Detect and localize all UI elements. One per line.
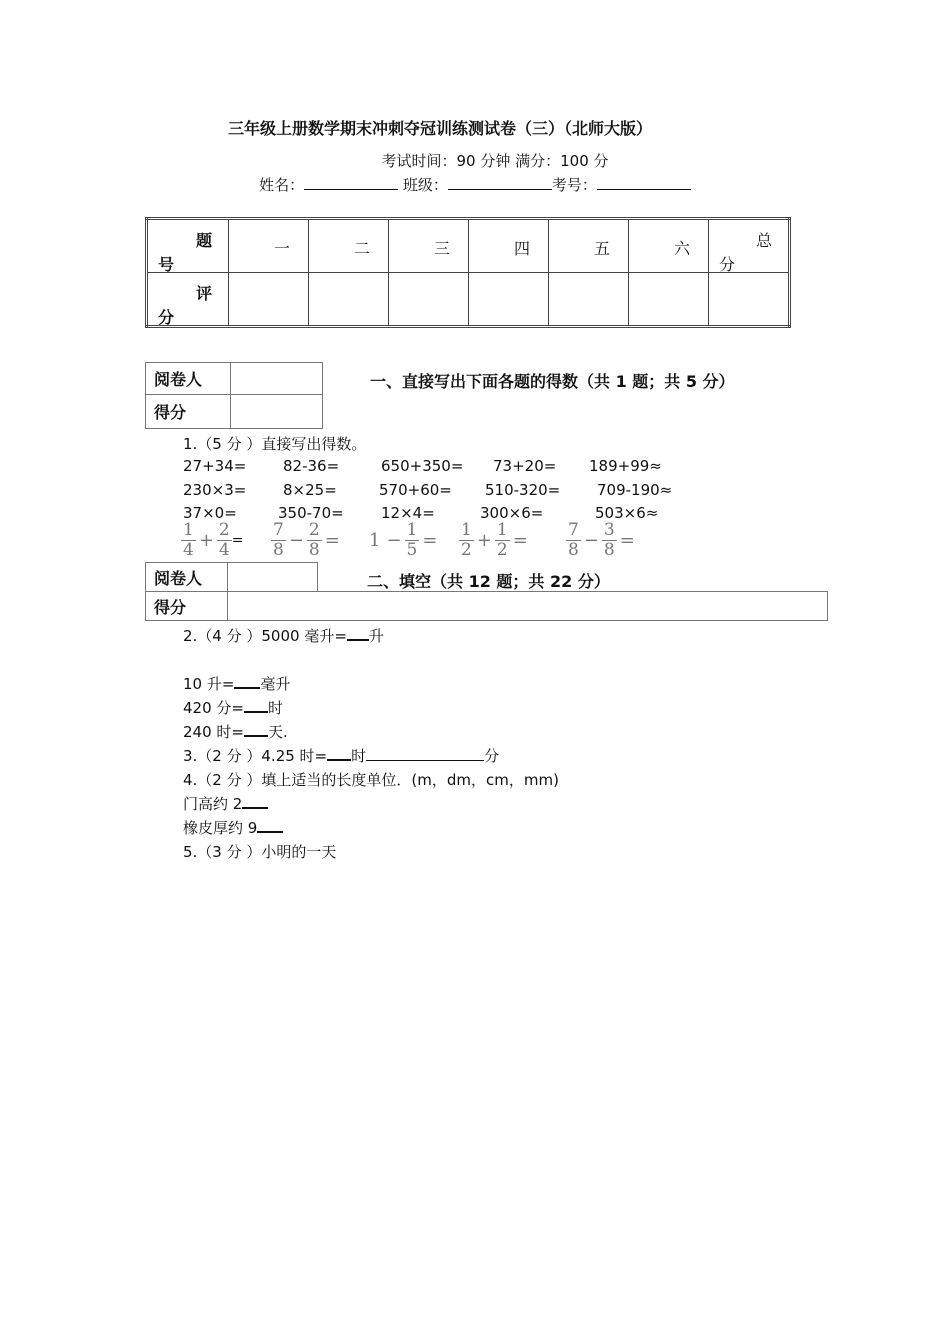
calc-item: 230×3= — [183, 481, 247, 499]
fraction-expression: $\frac{7}{8}$ − $\frac{2}{8}$ = — [273, 520, 340, 560]
calc-item: 189+99≈ — [589, 457, 662, 475]
q2-line-2: 420 分= 时 — [183, 699, 283, 717]
score-cell[interactable] — [229, 273, 309, 327]
name-label: 姓名： — [259, 176, 305, 194]
answer-blank[interactable] — [327, 759, 351, 761]
col-4: 四 — [469, 219, 549, 273]
fraction-expression: $\frac{1}{4}$ + $\frac{2}{4}$ = — [183, 520, 244, 560]
id-blank[interactable] — [597, 189, 691, 190]
col-2: 二 — [309, 219, 389, 273]
score-table — [145, 217, 791, 328]
score-cell[interactable] — [549, 273, 629, 327]
q3-text: 3.（2 分 ）4.25 时= 时 分 — [183, 747, 500, 765]
exam-title: 三年级上册数学期末冲刺夺冠训练测试卷（三）（北师大版） — [227, 119, 652, 138]
q2-line-1: 10 升= 毫升 — [183, 675, 291, 693]
calc-item: 27+34= — [183, 457, 247, 475]
fraction-expression: $\frac{1}{2}$ + $\frac{1}{2}$ = — [461, 520, 528, 560]
q2-line-3: 240 时= 天. — [183, 723, 288, 741]
score-table-header-row — [147, 219, 790, 273]
answer-blank[interactable] — [257, 831, 283, 833]
calc-item: 350-70= — [278, 504, 344, 522]
calc-item: 82-36= — [283, 457, 340, 475]
answer-blank[interactable] — [244, 711, 268, 713]
score-cell[interactable] — [469, 273, 549, 327]
grader-score-cell[interactable] — [231, 395, 323, 429]
answer-blank[interactable] — [366, 760, 484, 761]
fraction-row — [181, 521, 641, 559]
col-3: 三 — [389, 219, 469, 273]
student-info-line — [0, 174, 950, 195]
calc-item: 8×25= — [283, 481, 337, 499]
answer-blank[interactable] — [244, 735, 268, 737]
answer-blank[interactable] — [234, 687, 260, 689]
class-blank[interactable] — [448, 189, 552, 190]
grader-box-1 — [145, 362, 323, 429]
grader-score-cell[interactable] — [228, 592, 828, 621]
q2-text: 2.（4 分 ）5000 毫升= 升 — [183, 627, 384, 645]
reviewer-label: 阅卷人 — [146, 363, 231, 395]
reviewer-label: 阅卷人 — [146, 563, 228, 592]
section1-title: 一、直接写出下面各题的得数（共 1 题；共 5 分） — [370, 372, 735, 391]
score-table-score-row — [147, 273, 790, 327]
class-label: 班级： — [402, 176, 448, 194]
id-label: 考号： — [551, 176, 597, 194]
calc-item: 73+20= — [493, 457, 557, 475]
q5-text: 5.（3 分 ）小明的一天 — [183, 843, 337, 861]
score-cell[interactable] — [629, 273, 709, 327]
answer-blank[interactable] — [242, 807, 268, 809]
score-row-header: 评 分 — [147, 273, 229, 327]
score-label: 得分 — [146, 395, 231, 429]
reviewer-cell[interactable] — [228, 563, 318, 592]
q1-text: 1.（5 分 ）直接写出得数。 — [183, 435, 367, 453]
score-cell[interactable] — [389, 273, 469, 327]
score-cell[interactable] — [709, 273, 790, 327]
answer-blank[interactable] — [347, 639, 369, 641]
reviewer-cell[interactable] — [231, 363, 323, 395]
calc-item: 650+350= — [381, 457, 464, 475]
col-5: 五 — [549, 219, 629, 273]
q4-text: 4.（2 分 ）填上适当的长度单位．(m，dm，cm，mm) — [183, 771, 559, 789]
question-number-header: 题 号 — [147, 219, 229, 273]
total-header: 总 分 — [709, 219, 790, 273]
calc-item: 37×0= — [183, 504, 237, 522]
section2-title: 二、填空（共 12 题；共 22 分） — [367, 572, 610, 591]
name-blank[interactable] — [304, 189, 398, 190]
calc-item: 510-320= — [485, 481, 561, 499]
calc-item: 300×6= — [480, 504, 544, 522]
calc-item: 709-190≈ — [597, 481, 673, 499]
calc-item: 503×6≈ — [595, 504, 659, 522]
q4-line-2: 橡皮厚约 9 — [183, 817, 283, 838]
fraction-expression: 1 − $\frac{1}{5}$ = — [369, 520, 438, 560]
calc-item: 12×4= — [381, 504, 435, 522]
col-1: 一 — [229, 219, 309, 273]
score-label: 得分 — [146, 592, 228, 621]
col-6: 六 — [629, 219, 709, 273]
exam-info: 考试时间：90 分钟 满分：100 分 — [381, 152, 609, 170]
fraction-expression: $\frac{7}{8}$ − $\frac{3}{8}$ = — [568, 520, 635, 560]
q4-line-1: 门高约 2 — [183, 793, 268, 814]
score-cell[interactable] — [309, 273, 389, 327]
calc-item: 570+60= — [379, 481, 452, 499]
